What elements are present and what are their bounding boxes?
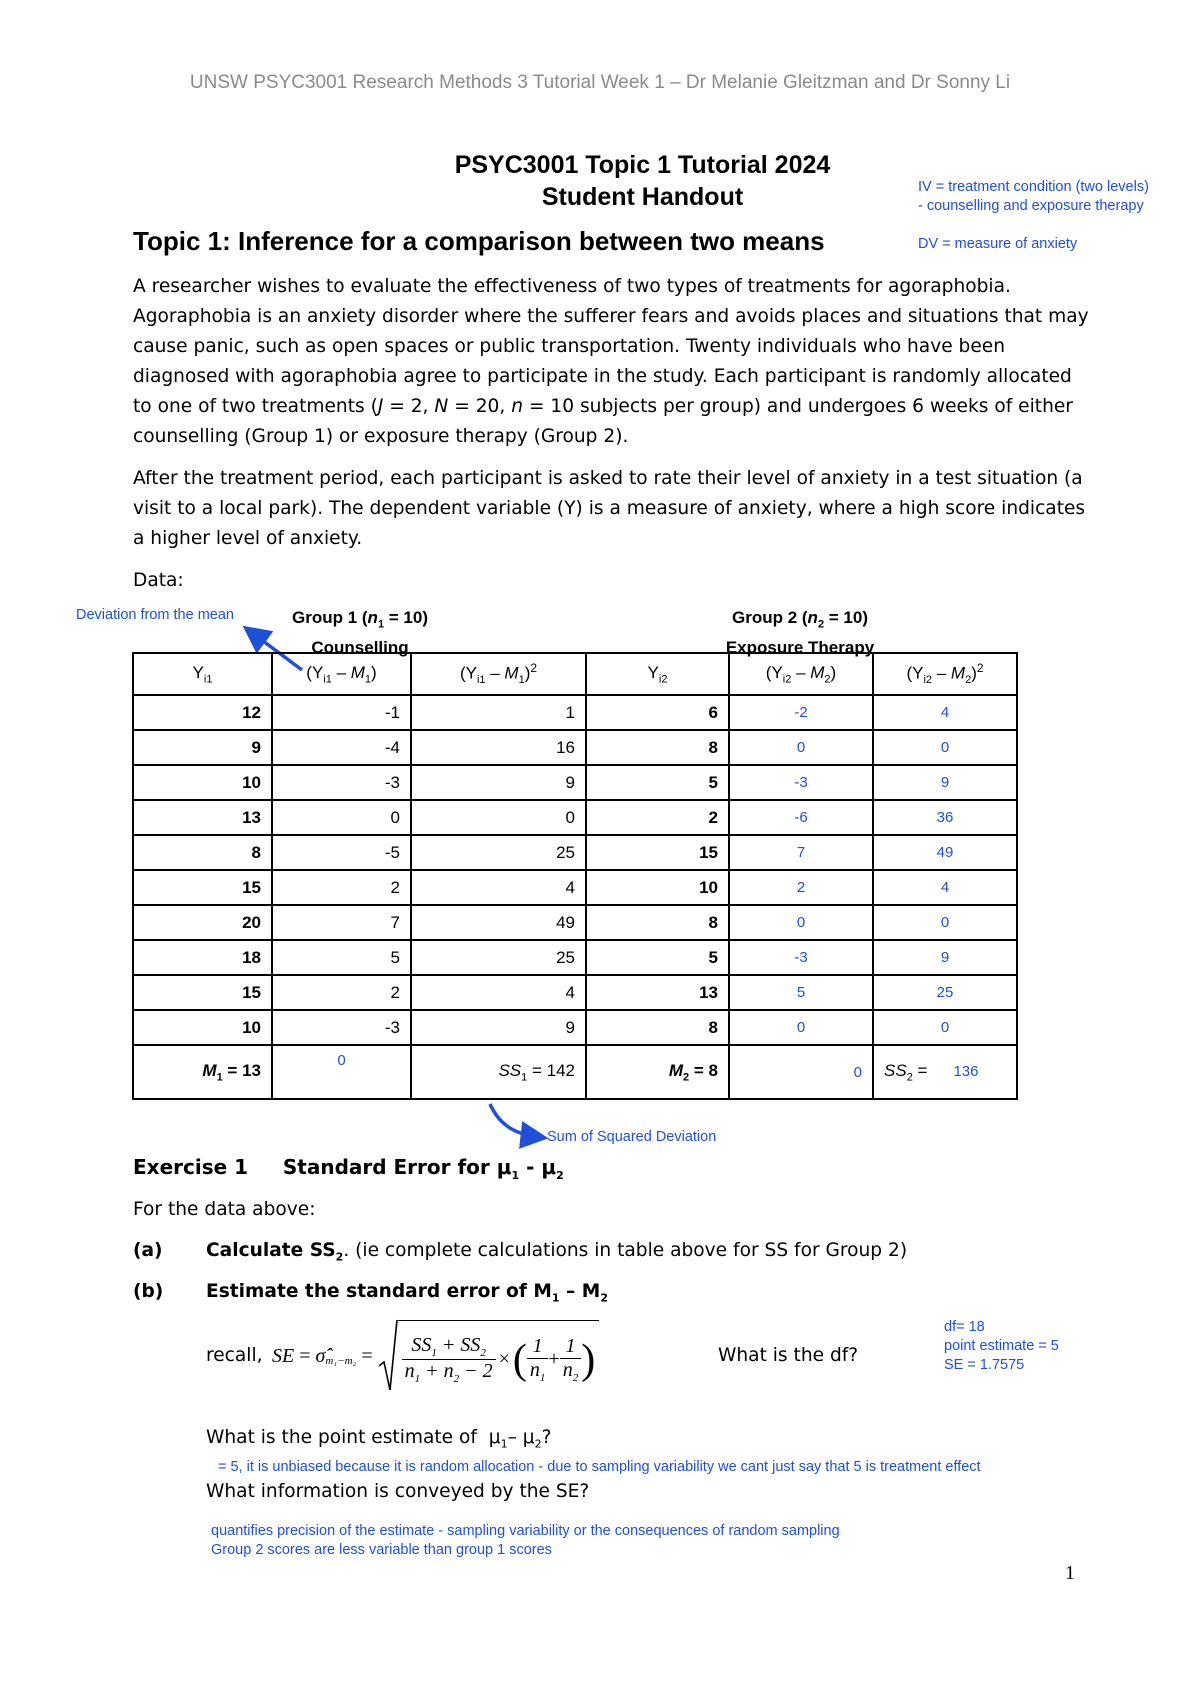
table-row: [133, 870, 1017, 905]
cell-y1: 15: [133, 975, 272, 1010]
cell-y1: 10: [133, 1010, 272, 1045]
cell-sq1: 49: [411, 905, 586, 940]
se-formula: SE = σ̂ $_{m_1-m_2}$ = $\frac{SS_1 + SS_2}{n_1 + n_2 - 2}$ × ( $\frac{1}{n_1}$ + $\frac{1}{n_2}$ ): [272, 1318, 599, 1394]
cell-dev2: 7: [729, 835, 873, 870]
cell-dev1: 2: [272, 870, 411, 905]
cell-sq2: 4: [873, 695, 1017, 730]
annotation-answers: [944, 1318, 1059, 1375]
ss-2: $SS_2 = 136$: [873, 1045, 1017, 1099]
mean-2: $M_2 = 8$: [586, 1045, 729, 1099]
header-sq1: $(Y_{i1} - M_1)^2$: [411, 653, 586, 695]
annotation-iv-line-1: IV = treatment condition (two levels): [918, 179, 1149, 195]
cell-sq1: 4: [411, 975, 586, 1010]
cell-dev1: -4: [272, 730, 411, 765]
annotation-point: = 5, it is unbiased because it is random allocation - due to sampling variability we cant just say that 5 is treatment effect: [218, 1459, 981, 1475]
ss-arrow: [490, 1104, 538, 1137]
cell-dev2: -3: [729, 765, 873, 800]
cell-y1: 13: [133, 800, 272, 835]
cell-y1: 10: [133, 765, 272, 800]
ss-1: $SS_1 = 142$: [411, 1045, 586, 1099]
cell-y2: 5: [586, 765, 729, 800]
point-estimate-question: What is the point estimate of $\mu_1-$ $\mu_2$?: [206, 1427, 552, 1451]
cell-y2: 13: [586, 975, 729, 1010]
cell-dev1: 7: [272, 905, 411, 940]
cell-sq2: 36: [873, 800, 1017, 835]
cell-sq2: 4: [873, 870, 1017, 905]
cell-sq1: 25: [411, 835, 586, 870]
cell-dev2: 0: [729, 905, 873, 940]
table-row: [133, 800, 1017, 835]
cell-dev2: 0: [729, 1010, 873, 1045]
cell-y1: 20: [133, 905, 272, 940]
cell-dev2: 2: [729, 870, 873, 905]
cell-dev2: 5: [729, 975, 873, 1010]
paragraph-2: After the treatment period, each participant is asked to rate their level of anxiety in a test situation (a visit to a local park). The dependent variable (Y) is a measure of anxiety, where a high score indicates a higher level of anxiety.: [133, 468, 1086, 549]
cell-sq1: 9: [411, 765, 586, 800]
table-row: [133, 730, 1017, 765]
header-y1: $Y_{i1}$: [133, 653, 272, 695]
paragraph-1: A researcher wishes to evaluate the effectiveness of two types of treatments for agoraphobia. Agoraphobia is an anxiety disorder where the sufferer fears and avoids places and situations that may cause panic, such as open spaces or public transportation. Twenty individuals who have been diagnosed with agoraphobia agree to participate in the study. Each participant is randomly allocated to one of two treatments (J = 2, N = 20, n = 10 subjects per group) and undergoes 6 weeks of either counselling (Group 1) or exposure therapy (Group 2).: [133, 276, 1089, 447]
cell-y2: 8: [586, 730, 729, 765]
mean-1: $M_1 = 13$: [133, 1045, 272, 1099]
dev-2-sum: 0: [729, 1045, 873, 1099]
cell-sq1: 9: [411, 1010, 586, 1045]
exercise-intro: For the data above:: [133, 1199, 316, 1220]
data-table: [132, 652, 1018, 1100]
title-line-2: Student Handout: [541, 183, 744, 211]
cell-y2: 10: [586, 870, 729, 905]
cell-dev1: -1: [272, 695, 411, 730]
cell-y2: 15: [586, 835, 729, 870]
header-dev2: $(Y_{i2} - M_2)$: [729, 653, 873, 695]
item-a-text: Calculate $SS_2$. (ie complete calculations in table above for SS for Group 2): [206, 1240, 908, 1264]
cell-dev2: -2: [729, 695, 873, 730]
cell-sq1: 16: [411, 730, 586, 765]
recall-label: recall,: [206, 1345, 263, 1366]
header-dev1: $(Y_{i1} - M_1)$: [272, 653, 411, 695]
cell-sq1: 25: [411, 940, 586, 975]
ss-2-value: 136: [953, 1062, 979, 1080]
annotation-iv-line-2: - counselling and exposure therapy: [918, 198, 1144, 214]
cell-y1: 9: [133, 730, 272, 765]
table-row: [133, 905, 1017, 940]
item-b-text: Estimate the standard error of $M_1 - M_2$: [206, 1281, 608, 1305]
cell-dev1: -3: [272, 1010, 411, 1045]
running-header: UNSW PSYC3001 Research Methods 3 Tutorial Week 1 – Dr Melanie Gleitzman and Dr Sonny Li: [189, 72, 1011, 93]
se-question: What information is conveyed by the SE?: [206, 1481, 590, 1502]
cell-y2: 2: [586, 800, 729, 835]
cell-y1: 12: [133, 695, 272, 730]
cell-dev1: 0: [272, 800, 411, 835]
answer-se: SE = 1.7575: [944, 1357, 1025, 1373]
table-totals-row: [133, 1045, 1017, 1099]
table-row: [133, 765, 1017, 800]
cell-dev1: 2: [272, 975, 411, 1010]
data-label: Data:: [133, 570, 184, 591]
cell-sq2: 9: [873, 765, 1017, 800]
page-number: 1: [1065, 1562, 1075, 1584]
cell-sq2: 0: [873, 905, 1017, 940]
cell-y1: 15: [133, 870, 272, 905]
df-question: What is the df?: [718, 1345, 859, 1366]
cell-dev2: -6: [729, 800, 873, 835]
annotation-se-line-1: quantifies precision of the estimate - sampling variability or the consequences of random sampling: [211, 1523, 840, 1539]
topic-heading: Topic 1: Inference for a comparison between two means: [133, 226, 825, 256]
cell-y1: 18: [133, 940, 272, 975]
table-row: [133, 695, 1017, 730]
cell-sq1: 0: [411, 800, 586, 835]
cell-dev2: -3: [729, 940, 873, 975]
cell-y2: 8: [586, 905, 729, 940]
table-row: [133, 940, 1017, 975]
dev-1-sum: 0: [272, 1045, 411, 1099]
cell-dev1: -5: [272, 835, 411, 870]
answer-point: point estimate = 5: [944, 1338, 1059, 1354]
cell-y2: 8: [586, 1010, 729, 1045]
annotation-ss: Sum of Squared Deviation: [547, 1129, 717, 1145]
cell-sq1: 1: [411, 695, 586, 730]
cell-dev1: 5: [272, 940, 411, 975]
cell-y2: 6: [586, 695, 729, 730]
cell-dev1: -3: [272, 765, 411, 800]
answer-df: df= 18: [944, 1319, 985, 1335]
radical-icon: [378, 1318, 398, 1394]
annotation-dv: DV = measure of anxiety: [918, 236, 1078, 252]
cell-dev2: 0: [729, 730, 873, 765]
title-line-1: PSYC3001 Topic 1 Tutorial 2024: [454, 151, 831, 179]
cell-y1: 8: [133, 835, 272, 870]
table-row: [133, 1010, 1017, 1045]
annotation-se: [211, 1522, 840, 1560]
cell-sq2: 0: [873, 730, 1017, 765]
group-2-header: Group 2 $(n_2 = 10)$ Exposure Therapy: [725, 608, 875, 658]
exercise-heading: Exercise 1 Standard Error for $\mu_1 - \mu_2$: [133, 1155, 564, 1182]
item-b-label: (b): [133, 1281, 164, 1302]
header-y2: $Y_{i2}$: [586, 653, 729, 695]
cell-sq2: 9: [873, 940, 1017, 975]
cell-y2: 5: [586, 940, 729, 975]
annotation-se-line-2: Group 2 scores are less variable than group 1 scores: [211, 1542, 552, 1558]
table-header-row: [133, 653, 1017, 695]
cell-sq2: 49: [873, 835, 1017, 870]
table-row: [133, 835, 1017, 870]
cell-sq1: 4: [411, 870, 586, 905]
table-row: [133, 975, 1017, 1010]
group-1-header: Group 1 $(n_1 = 10)$ Counselling: [291, 608, 429, 658]
annotation-deviation: Deviation from the mean: [76, 607, 234, 623]
item-a-label: (a): [133, 1240, 163, 1261]
cell-sq2: 25: [873, 975, 1017, 1010]
cell-sq2: 0: [873, 1010, 1017, 1045]
header-sq2: $(Y_{i2} - M_2)^2$: [873, 653, 1017, 695]
